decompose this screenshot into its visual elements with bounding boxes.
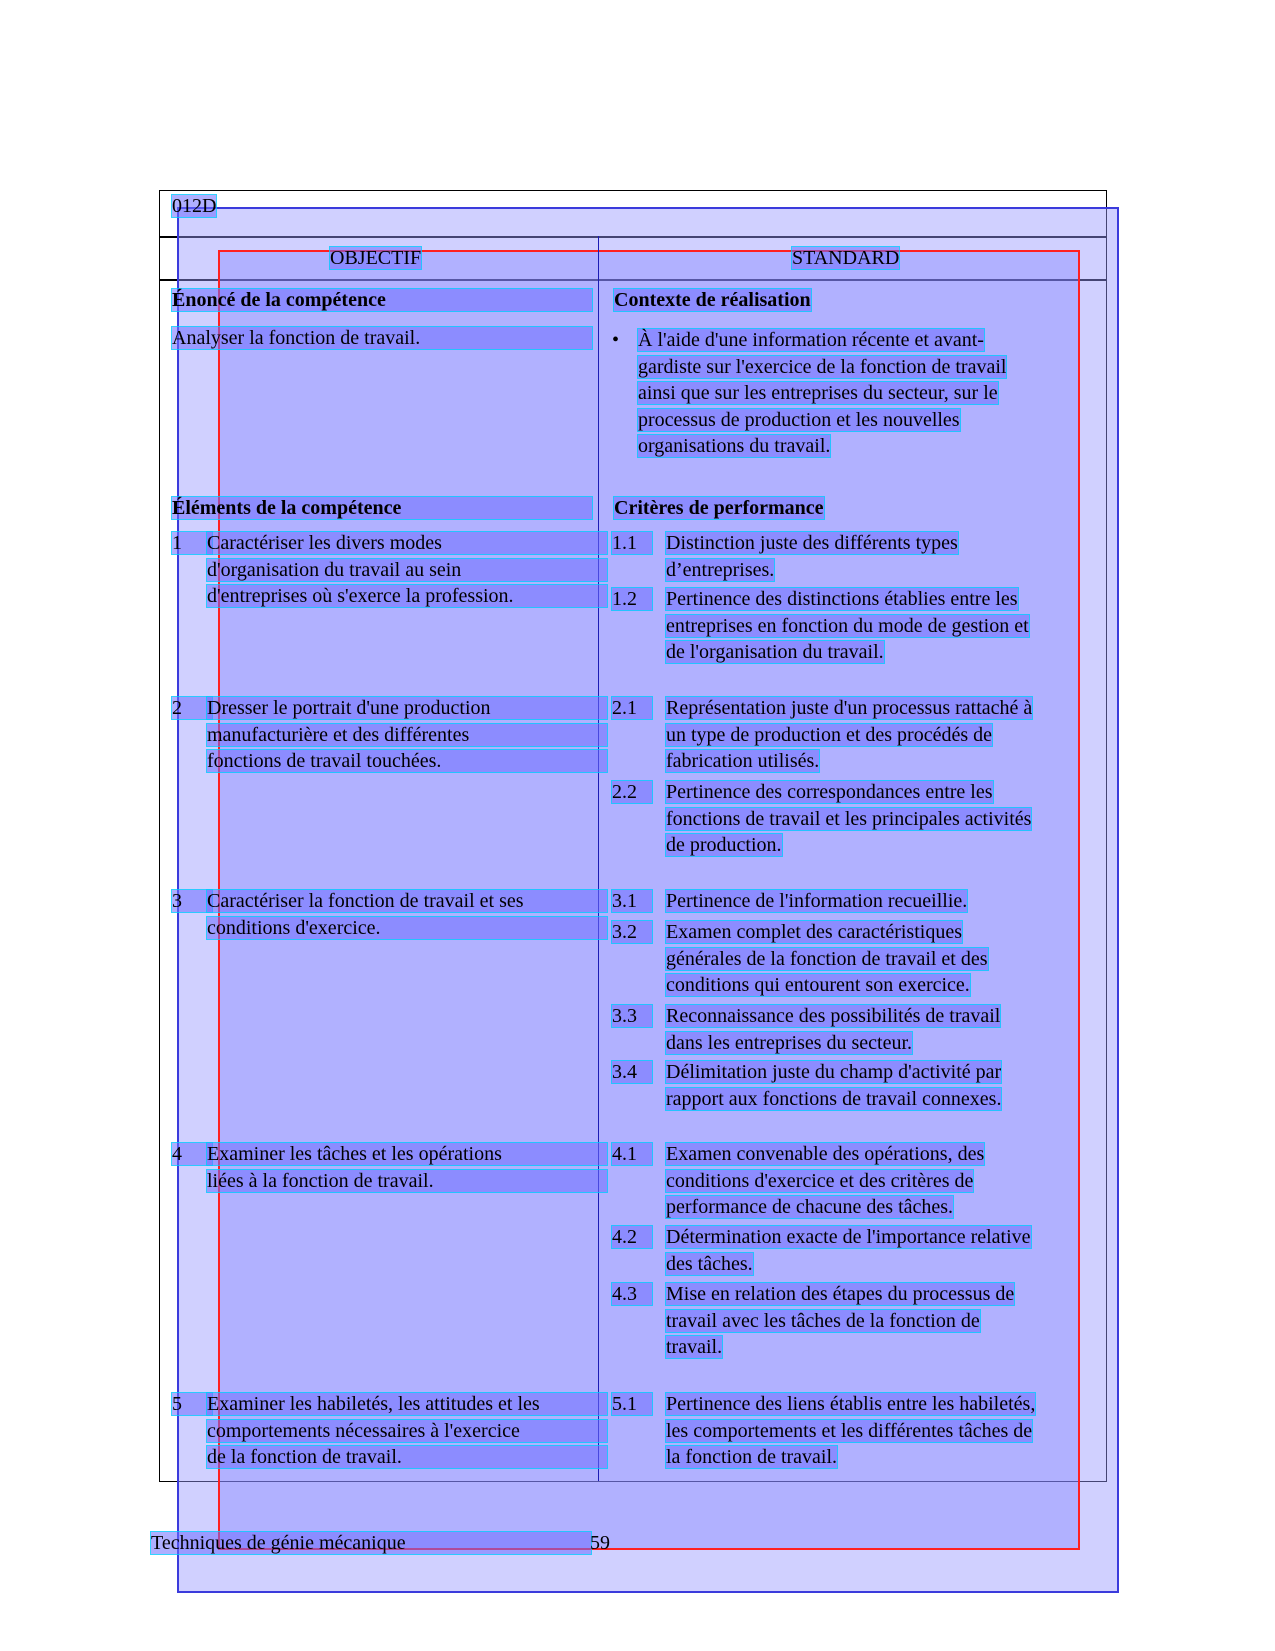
critere-line: entreprises en fonction du mode de gestion et bbox=[666, 614, 1029, 637]
critere-line: Distinction juste des différents types bbox=[666, 532, 958, 554]
element-line: Caractériser les divers modes bbox=[207, 532, 607, 554]
critere-line: Pertinence de l'information recueillie. bbox=[666, 890, 968, 912]
critere-line: les comportements et les différentes tâches de bbox=[666, 1419, 1033, 1442]
critere-line: Délimitation juste du champ d'activité par bbox=[666, 1061, 1002, 1083]
element-line: comportements nécessaires à l'exercice bbox=[207, 1420, 607, 1442]
element-number: 5 bbox=[172, 1393, 212, 1415]
element-line: Dresser le portrait d'une production bbox=[207, 697, 607, 719]
element-line: Caractériser la fonction de travail et ses bbox=[207, 890, 607, 912]
critere-number: 4.3 bbox=[612, 1283, 652, 1305]
critere-line: un type de production et des procédés de bbox=[666, 723, 993, 746]
critere-number: 3.1 bbox=[612, 890, 652, 912]
critere-number: 4.2 bbox=[612, 1226, 652, 1248]
critere-number: 2.1 bbox=[612, 697, 652, 719]
element-line: Examiner les tâches et les opérations bbox=[207, 1143, 607, 1165]
critere-line: travail avec les tâches de la fonction de bbox=[666, 1309, 980, 1332]
element-line: d'organisation du travail au sein bbox=[207, 559, 607, 581]
critere-number: 1.2 bbox=[612, 588, 652, 610]
enonce-text: Analyser la fonction de travail. bbox=[172, 327, 592, 349]
contexte-line: processus de production et les nouvelles bbox=[638, 408, 960, 431]
critere-number: 3.4 bbox=[612, 1061, 652, 1083]
critere-line: conditions d'exercice et des critères de bbox=[666, 1169, 974, 1192]
critere-line: dans les entreprises du secteur. bbox=[666, 1031, 913, 1054]
critere-line: Pertinence des distinctions établies entre les bbox=[666, 588, 1018, 610]
critere-line: générales de la fonction de travail et des bbox=[666, 947, 988, 970]
element-line: d'entreprises où s'exerce la profession. bbox=[207, 585, 607, 607]
critere-line: rapport aux fonctions de travail connexes. bbox=[666, 1087, 1002, 1110]
element-number: 4 bbox=[172, 1143, 212, 1165]
element-line: fonctions de travail touchées. bbox=[207, 750, 607, 772]
critere-line: de l'organisation du travail. bbox=[666, 641, 884, 663]
header-standard: STANDARD bbox=[792, 247, 900, 269]
element-line: manufacturière et des différentes bbox=[207, 724, 607, 746]
contexte-line: À l'aide d'une information récente et avant- bbox=[638, 329, 984, 351]
contexte-line: gardiste sur l'exercice de la fonction de travail bbox=[638, 355, 1007, 378]
elements-heading: Éléments de la compétence bbox=[172, 497, 592, 519]
footer-title: Techniques de génie mécanique bbox=[151, 1532, 591, 1554]
element-line: conditions d'exercice. bbox=[207, 917, 607, 939]
critere-number: 4.1 bbox=[612, 1143, 652, 1165]
critere-line: travail. bbox=[666, 1336, 723, 1358]
element-line: Examiner les habiletés, les attitudes et les bbox=[207, 1393, 607, 1415]
column-divider bbox=[598, 236, 599, 1481]
critere-line: performance de chacune des tâches. bbox=[666, 1196, 954, 1218]
critere-line: Examen complet des caractéristiques bbox=[666, 921, 962, 943]
element-number: 3 bbox=[172, 890, 212, 912]
criteres-heading: Critères de performance bbox=[614, 497, 824, 519]
critere-line: conditions qui entourent son exercice. bbox=[666, 974, 970, 996]
critere-line: Pertinence des liens établis entre les habiletés, bbox=[666, 1393, 1036, 1415]
header-objectif: OBJECTIF bbox=[330, 247, 422, 269]
critere-line: Pertinence des correspondances entre les bbox=[666, 781, 993, 803]
critere-line: la fonction de travail. bbox=[666, 1446, 838, 1468]
critere-line: Détermination exacte de l'importance relative bbox=[666, 1226, 1031, 1248]
contexte-bullet: • bbox=[612, 329, 620, 351]
critere-line: d’entreprises. bbox=[666, 558, 775, 581]
critere-line: des tâches. bbox=[666, 1252, 753, 1275]
enonce-heading: Énoncé de la compétence bbox=[172, 289, 592, 311]
critere-number: 3.2 bbox=[612, 921, 652, 943]
critere-number: 1.1 bbox=[612, 532, 652, 554]
element-line: de la fonction de travail. bbox=[207, 1446, 607, 1468]
contexte-line: organisations du travail. bbox=[638, 435, 831, 457]
critere-line: fabrication utilisés. bbox=[666, 750, 820, 772]
page-number: 59 bbox=[590, 1532, 610, 1554]
critere-line: Représentation juste d'un processus rattaché à bbox=[666, 697, 1033, 719]
critere-number: 3.3 bbox=[612, 1005, 652, 1027]
element-line: liées à la fonction de travail. bbox=[207, 1170, 607, 1192]
element-number: 2 bbox=[172, 697, 212, 719]
critere-line: Examen convenable des opérations, des bbox=[666, 1143, 985, 1165]
contexte-heading: Contexte de réalisation bbox=[614, 289, 811, 311]
critere-line: Reconnaissance des possibilités de travail bbox=[666, 1005, 1001, 1027]
critere-line: fonctions de travail et les principales activités bbox=[666, 807, 1032, 830]
element-number: 1 bbox=[172, 532, 212, 554]
contexte-line: ainsi que sur les entreprises du secteur, sur le bbox=[638, 382, 998, 404]
document-code: 012D bbox=[172, 195, 217, 217]
critere-line: Mise en relation des étapes du processus de bbox=[666, 1283, 1015, 1305]
critere-number: 5.1 bbox=[612, 1393, 652, 1415]
critere-line: de production. bbox=[666, 834, 782, 856]
critere-number: 2.2 bbox=[612, 781, 652, 803]
